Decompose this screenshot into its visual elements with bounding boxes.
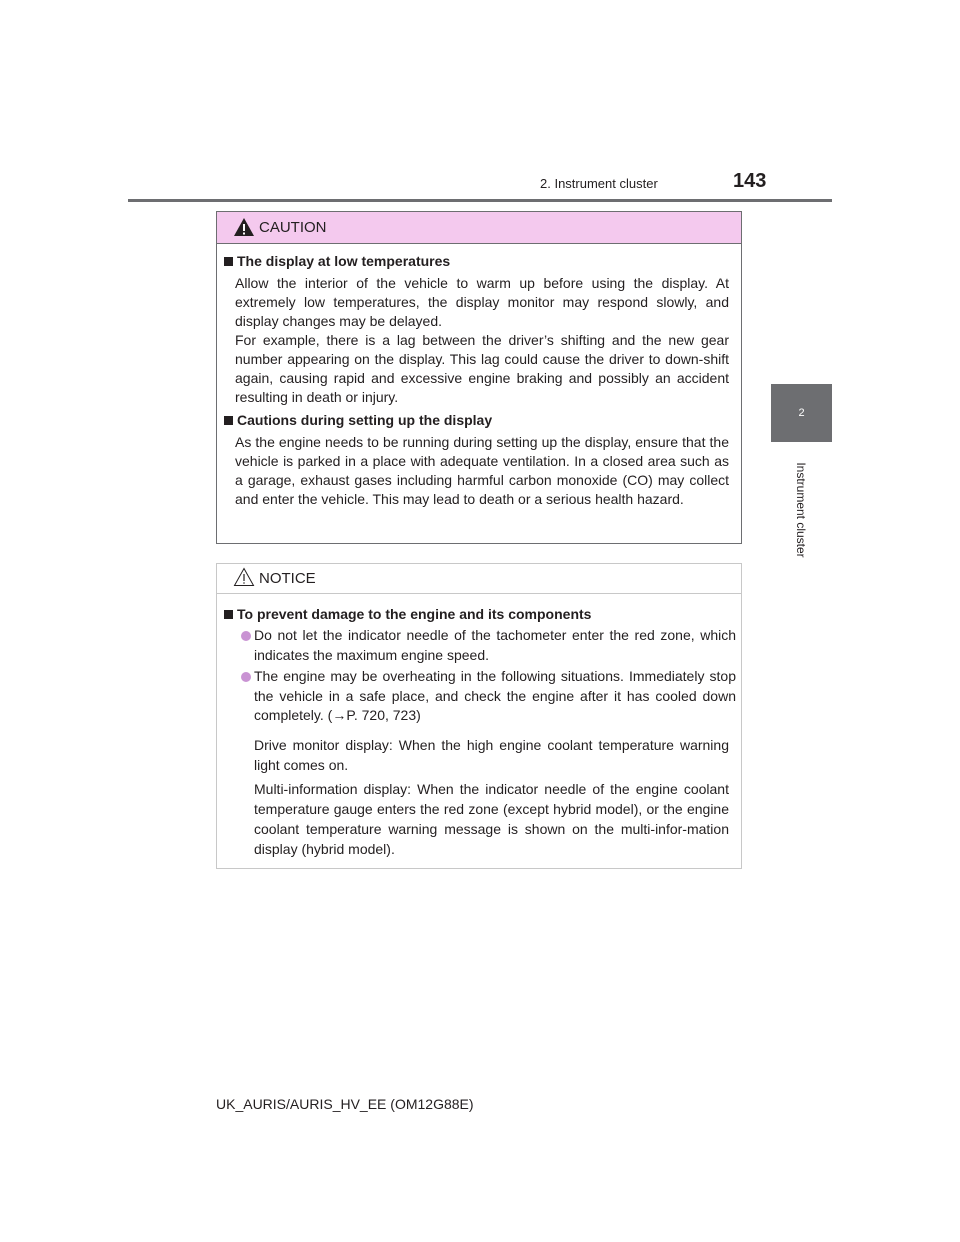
square-bullet-icon bbox=[224, 416, 233, 425]
header-rule bbox=[128, 199, 832, 202]
caution-paragraph: Allow the interior of the vehicle to warm up before using the display. At extremely low temperatures, the display monitor may respond slowly, and display changes may be delayed. bbox=[235, 275, 729, 329]
chapter-title-tab bbox=[771, 450, 832, 570]
square-bullet-icon bbox=[224, 610, 233, 619]
warning-triangle-outline-icon bbox=[233, 567, 255, 587]
notice-label: NOTICE bbox=[259, 570, 316, 587]
notice-box bbox=[216, 563, 742, 869]
notice-bullet: Do not let the indicator needle of the tachometer enter the red zone, which indicates the maximum engine speed. bbox=[254, 627, 736, 663]
square-bullet-icon bbox=[224, 257, 233, 266]
round-bullet-icon bbox=[241, 631, 251, 641]
warning-triangle-icon bbox=[233, 217, 255, 237]
chapter-title: Instrument cluster bbox=[794, 462, 808, 558]
model-code-footer: UK_AURIS/AURIS_HV_EE (OM12G88E) bbox=[216, 1096, 474, 1112]
notice-header bbox=[217, 564, 741, 594]
section-title: 2. Instrument cluster bbox=[540, 176, 658, 191]
notice-bullet: The engine may be overheating in the following situations. Immediately stop the vehicle in a safe place, and check the engine after it has cooled down completely. (→P. 720, 723) bbox=[254, 668, 736, 723]
caution-header bbox=[217, 212, 741, 244]
round-bullet-icon bbox=[241, 672, 251, 682]
caution-label: CAUTION bbox=[259, 219, 327, 236]
caution-paragraph: For example, there is a lag between the driver’s shifting and the new gear number appearing on the display. This lag could cause the driver to down-shift again, causing rapid and excessive engine braking and possibly an accident resulting in death or injury. bbox=[235, 332, 729, 405]
caution-item-title: Cautions during setting up the display bbox=[237, 412, 493, 428]
caution-paragraph: As the engine needs to be running during setting up the display, ensure that the vehicle is parked in a place with adequate ventilation. In a closed area such as a garage, exhaust gases including harmful carbon monoxide (CO) may collect and enter the vehicle. This may lead to death or a serious health hazard. bbox=[235, 434, 729, 507]
notice-item-title: To prevent damage to the engine and its components bbox=[237, 606, 592, 622]
notice-sub-paragraph: Multi-information display: When the indicator needle of the engine coolant temperature gauge enters the red zone (except hybrid model), or the engine coolant temperature warning message is shown on the multi-infor-mation display (hybrid model). bbox=[254, 781, 729, 857]
caution-box bbox=[216, 211, 742, 544]
caution-item-title: The display at low temperatures bbox=[237, 253, 451, 269]
page-number: 143 bbox=[733, 170, 767, 192]
chapter-number-tab: 2 bbox=[771, 384, 832, 442]
notice-sub-paragraph: Drive monitor display: When the high engine coolant temperature warning light comes on. bbox=[254, 737, 729, 773]
